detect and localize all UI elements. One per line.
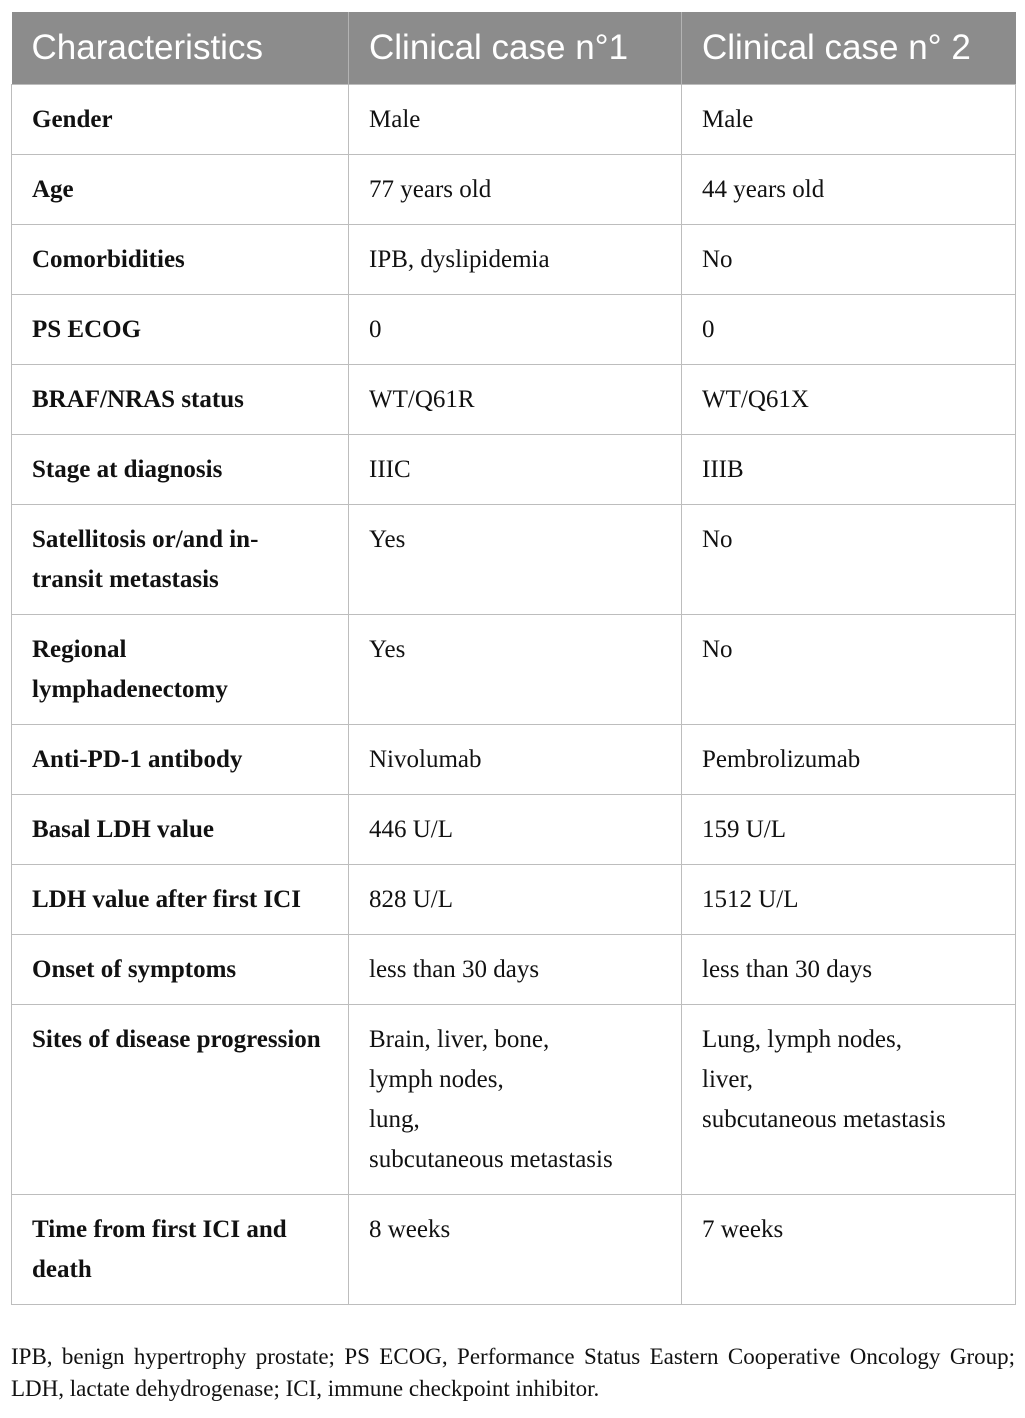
case2-value: Male [682, 84, 1016, 154]
cell-line: subcutaneous metastasis [702, 1105, 946, 1133]
case1-value: Male [349, 84, 682, 154]
row-label: LDH value after first ICI [12, 864, 349, 934]
header-case-2: Clinical case n° 2 [682, 12, 1016, 84]
header-case-1: Clinical case n°1 [349, 12, 682, 84]
case2-value [682, 1004, 1016, 1194]
table-row [12, 504, 1016, 614]
row-label: Gender [12, 84, 349, 154]
case1-value: WT/Q61R [349, 364, 682, 434]
row-label: Basal LDH value [12, 794, 349, 864]
case2-value: No [682, 614, 1016, 724]
case1-value: IPB, dyslipidemia [349, 224, 682, 294]
case1-value: less than 30 days [349, 934, 682, 1004]
cell-line: Lung, lymph nodes, [702, 1025, 902, 1053]
case2-value: IIIB [682, 434, 1016, 504]
case2-value: No [682, 224, 1016, 294]
cell-line: lymph nodes, [369, 1065, 504, 1093]
row-label: Stage at diagnosis [12, 434, 349, 504]
cell-line: lung, [369, 1105, 420, 1133]
case2-value: 0 [682, 294, 1016, 364]
row-label: Onset of symptoms [12, 934, 349, 1004]
header-row [12, 12, 1016, 84]
table-row [12, 724, 1016, 794]
case2-value: Pembrolizumab [682, 724, 1016, 794]
table-row [12, 364, 1016, 434]
case1-value: Yes [349, 504, 682, 614]
cell-line: Brain, liver, bone, [369, 1025, 550, 1053]
case1-value [349, 1004, 682, 1194]
table-row [12, 154, 1016, 224]
table-row [12, 434, 1016, 504]
row-label: PS ECOG [12, 294, 349, 364]
case1-value: 77 years old [349, 154, 682, 224]
row-label: Comorbidities [12, 224, 349, 294]
case1-value: 828 U/L [349, 864, 682, 934]
table-footnote: IPB, benign hypertrophy prostate; PS ECOG, Performance Status Eastern Cooperative Oncology Group; LDH, lactate dehydrogenase; ICI, immune checkpoint inhibitor. [11, 1344, 1015, 1401]
table-row [12, 864, 1016, 934]
table-row [12, 1004, 1016, 1194]
row-label: Time from first ICI and death [12, 1194, 349, 1304]
case2-value: No [682, 504, 1016, 614]
table-row [12, 224, 1016, 294]
case1-value: Nivolumab [349, 724, 682, 794]
table-row [12, 794, 1016, 864]
table-row [12, 1194, 1016, 1304]
table-container [11, 12, 1015, 1305]
case1-value: IIIC [349, 434, 682, 504]
case1-value: 446 U/L [349, 794, 682, 864]
case1-value: 8 weeks [349, 1194, 682, 1304]
table-row [12, 294, 1016, 364]
cell-line: liver, [702, 1065, 754, 1093]
case2-value: WT/Q61X [682, 364, 1016, 434]
row-label: Age [12, 154, 349, 224]
table-row [12, 934, 1016, 1004]
case2-value: 7 weeks [682, 1194, 1016, 1304]
table-row [12, 84, 1016, 154]
case1-value: 0 [349, 294, 682, 364]
characteristics-table [11, 12, 1016, 1305]
case2-value: 44 years old [682, 154, 1016, 224]
table-row [12, 614, 1016, 724]
row-label: Anti-PD-1 antibody [12, 724, 349, 794]
row-label: Sites of disease progression [12, 1004, 349, 1194]
case2-value: 1512 U/L [682, 864, 1016, 934]
row-label: Regional lymphadenectomy [12, 614, 349, 724]
row-label: Satellitosis or/and in-transit metastasis [12, 504, 349, 614]
case2-value: less than 30 days [682, 934, 1016, 1004]
case2-value: 159 U/L [682, 794, 1016, 864]
case1-value: Yes [349, 614, 682, 724]
row-label: BRAF/NRAS status [12, 364, 349, 434]
cell-line: subcutaneous metastasis [369, 1145, 613, 1173]
header-characteristics: Characteristics [12, 12, 349, 84]
